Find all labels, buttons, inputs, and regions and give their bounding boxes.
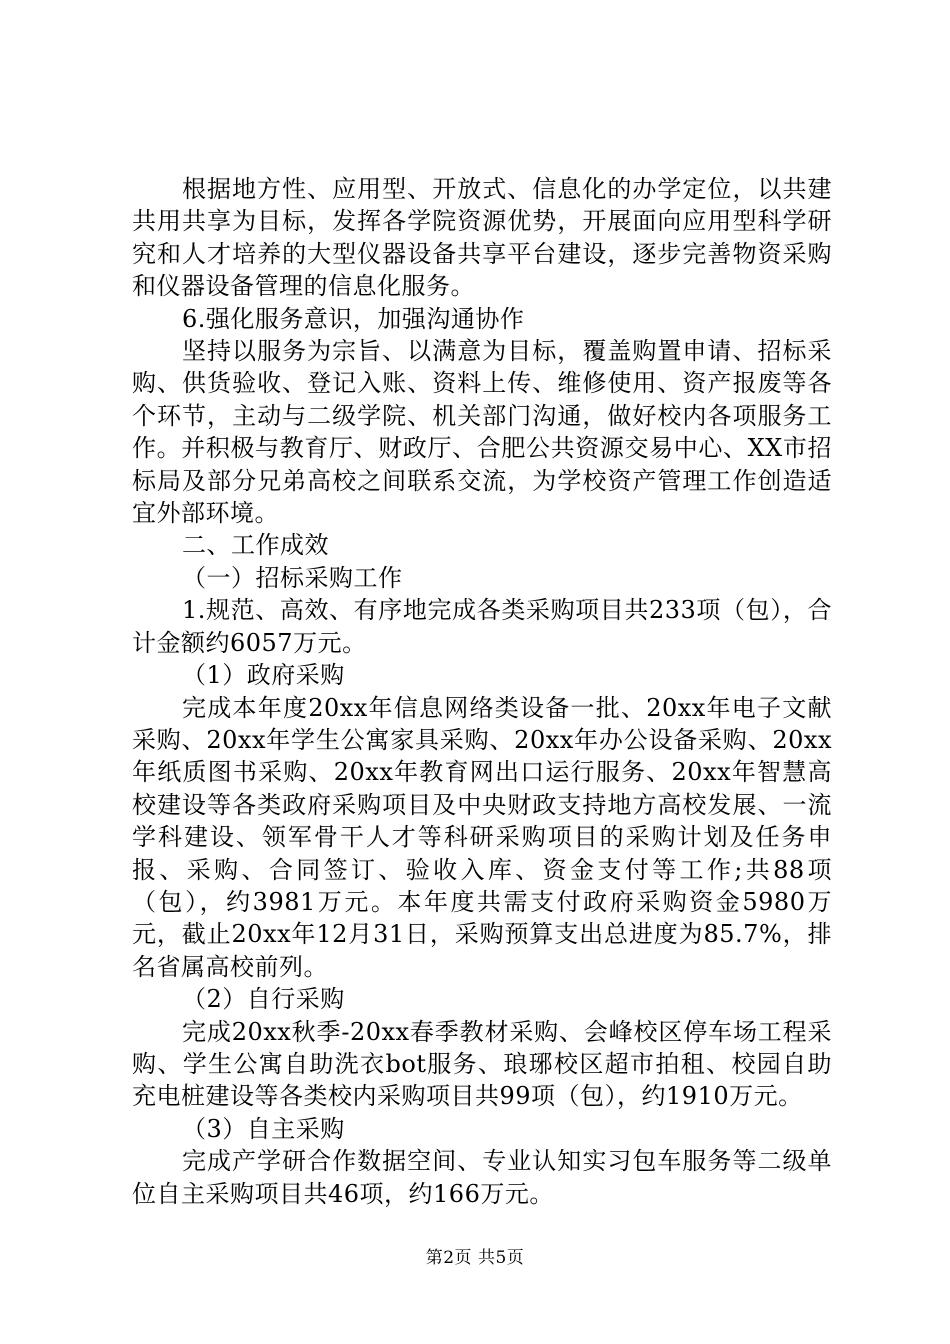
paragraph-autonomous-procurement: 完成产学研合作数据空间、专业认知实习包车服务等二级单位自主采购项目共46项，约166万元。 bbox=[132, 1147, 832, 1208]
heading-self-procurement: （2）自行采购 bbox=[182, 985, 345, 1014]
heading-government-procurement: （1）政府采购 bbox=[182, 661, 345, 690]
document-body bbox=[132, 173, 832, 1210]
heading-service-awareness: 6.强化服务意识，加强沟通协作 bbox=[182, 304, 525, 333]
heading-work-results: 二、工作成效 bbox=[182, 531, 329, 560]
heading-autonomous-procurement: （3）自主采购 bbox=[182, 1114, 345, 1143]
paragraph-procurement-summary: 1.规范、高效、有序地完成各类采购项目共233项（包），合计金额约6057万元。 bbox=[132, 596, 832, 657]
paragraph-service-coordination: 坚持以服务为宗旨、以满意为目标，覆盖购置申请、招标采购、供货验收、登记入账、资料上传、维修使用、资产报废等各个环节，主动与二级学院、机关部门沟通，做好校内各项服务工作。并积极与教育厅、财政厅、合肥公共资源交易中心、XX市招标局及部分兄弟高校之间联系交流，为学校资产管理工作创造适宜外部环境。 bbox=[132, 337, 832, 528]
heading-tender-procurement: （一）招标采购工作 bbox=[182, 563, 403, 592]
page-footer: 第2页 共5页 bbox=[425, 1248, 525, 1268]
paragraph-self-procurement: 完成20xx秋季-20xx春季教材采购、会峰校区停车场工程采购、学生公寓自助洗衣bot服务、琅琊校区超市拍租、校园自助充电桩建设等各类校内采购项目共99项（包），约1910万元。 bbox=[132, 1017, 832, 1111]
paragraph-platform-construction: 根据地方性、应用型、开放式、信息化的办学定位，以共建共用共享为目标，发挥各学院资源优势，开展面向应用型科学研究和人才培养的大型仪器设备共享平台建设，逐步完善物资采购和仪器设备管理的信息化服务。 bbox=[132, 175, 832, 301]
paragraph-government-procurement: 完成本年度20xx年信息网络类设备一批、20xx年电子文献采购、20xx年学生公寓家具采购、20xx年办公设备采购、20xx年纸质图书采购、20xx年教育网出口运行服务、20xx年智慧高校建设等各类政府采购项目及中央财政支持地方高校发展、一流学科建设、领军骨干人才等科研采购项目的采购计划及任务申报、采购、合同签订、验收入库、资金支付等工作;共88项（包），约3981万元。本年度共需支付政府采购资金5980万元，截止20xx年12月31日，采购预算支出总进度为85.7%，排名省属高校前列。 bbox=[132, 693, 832, 981]
